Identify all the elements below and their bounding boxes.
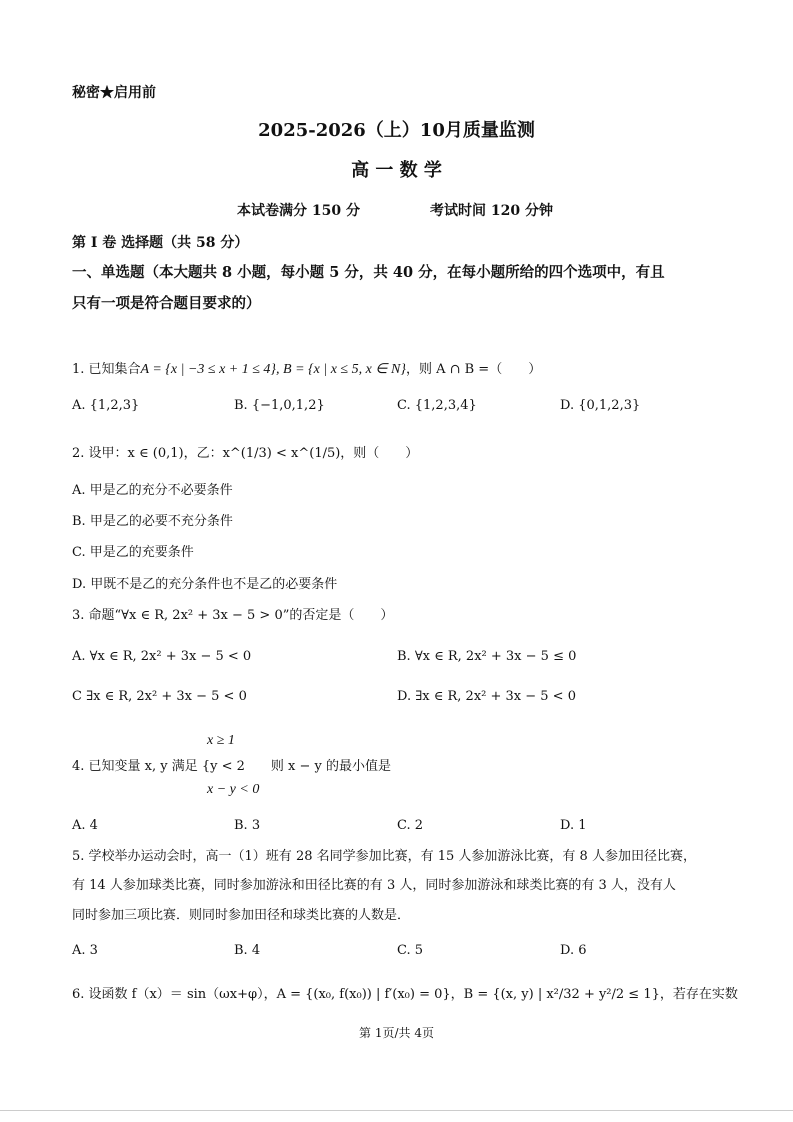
q5-option-b: B. 4 xyxy=(234,943,261,958)
page-bottom-divider xyxy=(0,1110,793,1111)
q5-option-a: A. 3 xyxy=(72,943,98,958)
q2-option-c: C. 甲是乙的充要条件 xyxy=(72,545,194,560)
q1-option-d: D. {0,1,2,3} xyxy=(560,398,641,413)
q1-option-a: A. {1,2,3} xyxy=(72,398,140,413)
question-5-line3: 同时参加三项比赛．则同时参加田径和球类比赛的人数是． xyxy=(72,908,411,923)
q1-option-c: C. {1,2,3,4} xyxy=(397,398,477,413)
q4-condition-1: x ≥ 1 xyxy=(207,733,235,748)
q4-option-b: B. 3 xyxy=(234,818,261,833)
q4-option-d: D. 1 xyxy=(560,818,587,833)
page-footer: 第 1页/共 4页 xyxy=(359,1026,434,1040)
q3-option-c: C ∃x ∈ R, 2x² + 3x − 5 < 0 xyxy=(72,689,247,704)
exam-title: 2025-2026（上）10月质量监测 xyxy=(258,120,535,141)
q3-option-d: D. ∃x ∈ R, 2x² + 3x − 5 < 0 xyxy=(397,689,576,704)
q2-option-d: D. 甲既不是乙的充分条件也不是乙的必要条件 xyxy=(72,577,338,592)
question-5-line2: 有 14 人参加球类比赛，同时参加游泳和田径比赛的有 3 人，同时参加游泳和球类比赛的有 3 人，没有人 xyxy=(72,878,676,893)
q3-option-b: B. ∀x ∈ R, 2x² + 3x − 5 ≤ 0 xyxy=(397,649,577,664)
question-4: 4. 已知变量 x, y 满足 {y < 2 则 x − y 的最小值是 xyxy=(72,759,392,774)
question-2: 2. 设甲：x ∈ (0,1)，乙：x^(1/3) < x^(1/5)，则（ ） xyxy=(72,446,419,461)
q2-option-b: B. 甲是乙的必要不充分条件 xyxy=(72,514,233,529)
question-5-line1: 5. 学校举办运动会时，高一（1）班有 28 名同学参加比赛，有 15 人参加游泳比赛，有 8 人参加田径比赛， xyxy=(72,849,696,864)
q1-prefix: 1. 已知集合 xyxy=(72,362,141,377)
q4-option-c: C. 2 xyxy=(397,818,424,833)
q3-option-a: A. ∀x ∈ R, 2x² + 3x − 5 < 0 xyxy=(72,649,252,664)
question-1 xyxy=(72,362,541,378)
full-score: 本试卷满分 150 分 xyxy=(237,203,360,219)
subject-title: 高 一 数 学 xyxy=(351,160,442,181)
question-6: 6. 设函数 f（x）＝ sin（ωx+φ），A = {(x₀, f(x₀)) | f′(x₀) = 0}，B = {(x, y) | x²/32 + y²/2 ≤ 1}，若存在实数 xyxy=(72,987,738,1002)
section-heading-line1: 一、单选题（本大题共 8 小题，每小题 5 分，共 40 分，在每小题所给的四个选项中，有且 xyxy=(72,264,665,281)
exam-time: 考试时间 120 分钟 xyxy=(430,203,553,219)
q1-math: A = {x | −3 ≤ x + 1 ≤ 4}, B = {x | x ≤ 5, x ∈ N} xyxy=(140,362,406,377)
q4-condition-3: x − y < 0 xyxy=(207,782,260,797)
question-3: 3. 命题“∀x ∈ R, 2x² + 3x − 5 > 0”的否定是（ ） xyxy=(72,608,394,623)
q4-option-a: A. 4 xyxy=(72,818,98,833)
q5-option-c: C. 5 xyxy=(397,943,424,958)
q1-option-b: B. {−1,0,1,2} xyxy=(234,398,325,413)
q5-option-d: D. 6 xyxy=(560,943,587,958)
secret-label: 秘密★启用前 xyxy=(72,85,156,101)
q2-option-a: A. 甲是乙的充分不必要条件 xyxy=(72,483,233,498)
q1-suffix: ，则 A ∩ B =（ ） xyxy=(405,362,542,377)
section-heading-line2: 只有一项是符合题目要求的） xyxy=(72,295,261,312)
part-heading: 第 I 卷 选择题（共 58 分） xyxy=(72,235,249,251)
